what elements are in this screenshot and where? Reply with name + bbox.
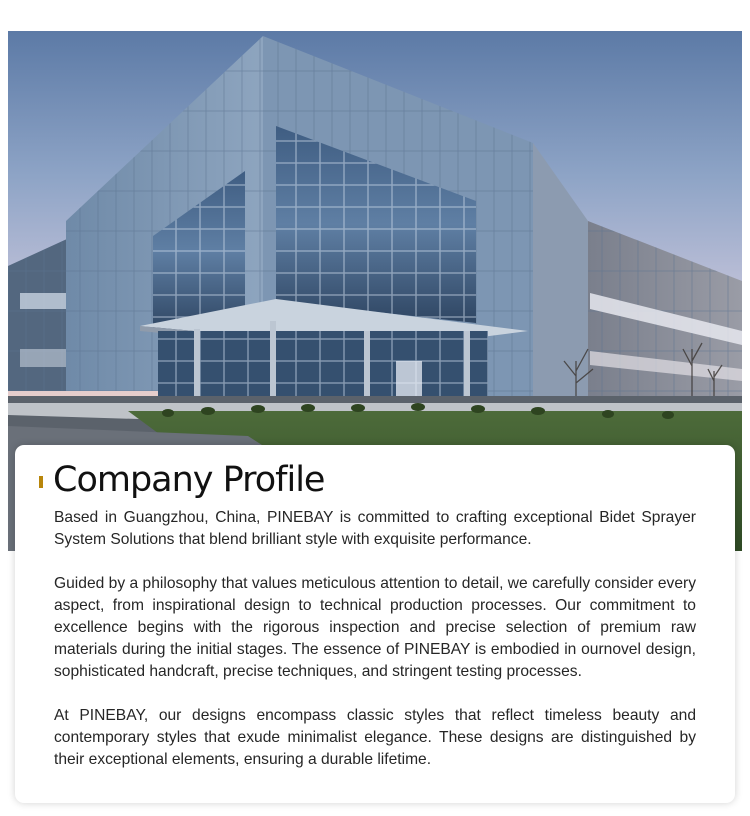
profile-body xyxy=(54,507,696,771)
profile-heading xyxy=(39,459,324,501)
company-profile-card xyxy=(15,445,735,803)
profile-paragraph: At PINEBAY, our designs encompass classic styles that reflect timeless beauty and contemporary styles that exude minimalist elegance. These designs are distinguished by their exceptional elements, ensuring a durable lifetime. xyxy=(54,707,696,768)
title-accent-bar xyxy=(39,476,43,488)
profile-paragraph: Based in Guangzhou, China, PINEBAY is committed to crafting exceptional Bidet Sprayer System Solutions that blend brilliant style with exquisite performance. xyxy=(54,509,696,548)
profile-title: Company Profile xyxy=(53,460,325,500)
profile-paragraph: Guided by a philosophy that values meticulous attention to detail, we carefully consider every aspect, from inspirational design to technical production processes. Our commitment to excellence begins with the rigorous inspection and precise selection of premium raw materials during the initial stages. The essence of PINEBAY is embodied in ournovel design, sophisticated handcraft, precise techniques, and stringent testing processes. xyxy=(54,575,696,680)
